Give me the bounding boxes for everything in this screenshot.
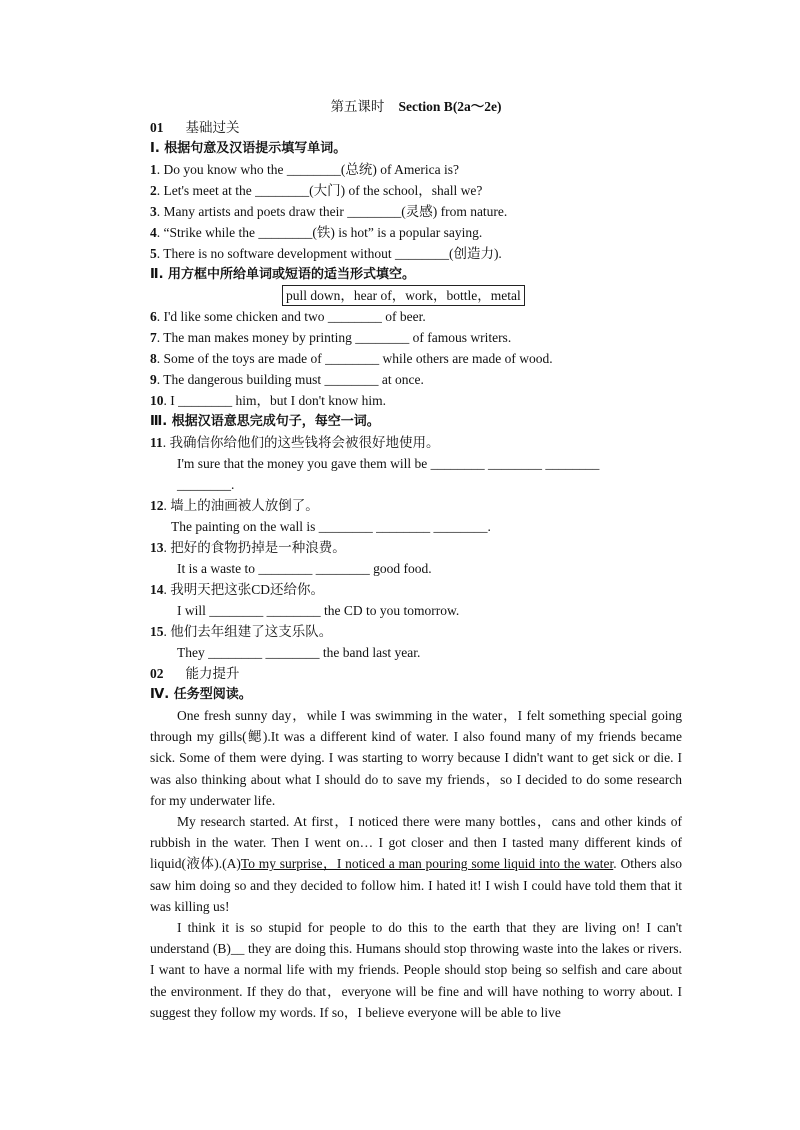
paragraph-2-end: . Others also saw him doing so and they decided to follow him. I hated it! I wish I could have told them that it was killing us! [150, 856, 682, 914]
question-13-english: It is a waste to ________ ________ good food. [177, 561, 432, 576]
question-9 [150, 369, 682, 390]
question-15-english: They ________ ________ the band last year. [177, 645, 421, 660]
question-text: . The man makes money by printing ________ of famous writers. [156, 330, 512, 345]
question-text: . Do you know who the ________(总统) of America is? [156, 162, 459, 177]
question-text: . Let's meet at the ________(大门) of the school，shall we? [156, 183, 483, 198]
question-14-english: I will ________ ________ the CD to you tomorrow. [177, 603, 460, 618]
question-14-chinese [150, 579, 682, 600]
part1-heading: Ⅰ. 根据句意及汉语提示填写单词。 [150, 141, 347, 156]
question-number: 14 [150, 582, 164, 597]
question-text: . “Strike while the ________(铁) is hot” is a popular saying. [156, 225, 483, 240]
section-advanced-label: 能力提升 [185, 666, 240, 681]
question-5 [150, 243, 682, 264]
question-8 [150, 348, 682, 369]
question-text: . I ________ him，but I don't know him. [163, 393, 387, 408]
section-basic-label: 基础过关 [185, 120, 240, 135]
worksheet [150, 96, 682, 1023]
question-chinese: . 我明天把这张CD还给你。 [163, 582, 325, 597]
question-text: . Many artists and poets draw their ________(灵感) from nature. [156, 204, 508, 219]
question-number: 12 [150, 498, 164, 513]
question-text: . I'd like some chicken and two ________ of beer. [156, 309, 426, 324]
question-number: 5 [150, 246, 157, 261]
reading-paragraph-3: I think it is so stupid for people to do this to the earth that they are living on! I can't understand (B)__ they are doing this. Humans should stop throwing waste into the lakes or rivers. I want to have a normal life with my friends. People should stop being so selfish and care about the environment. If they do that，everyone will be fine and will have nothing to worry about. I suggest they follow my words. If so，I believe everyone will be able to live [150, 920, 682, 1020]
question-4 [150, 222, 682, 243]
question-text: . The dangerous building must ________ at once. [156, 372, 424, 387]
section-advanced-num: 02 [150, 666, 164, 681]
question-3 [150, 201, 682, 222]
question-12-english: The painting on the wall is ________ ________ ________. [171, 519, 491, 534]
question-number: 7 [150, 330, 157, 345]
question-12-chinese [150, 495, 682, 516]
question-number: 3 [150, 204, 157, 219]
question-7 [150, 327, 682, 348]
question-15-chinese [150, 621, 682, 642]
question-number: 9 [150, 372, 157, 387]
part2-heading: Ⅱ. 用方框中所给单词或短语的适当形式填空。 [150, 267, 416, 282]
section-basic [150, 117, 682, 138]
question-13-chinese [150, 537, 682, 558]
question-11-chinese [150, 432, 682, 453]
question-number: 4 [150, 225, 157, 240]
question-1 [150, 159, 682, 180]
question-2 [150, 180, 682, 201]
reading-paragraph-1: One fresh sunny day，while I was swimming in the water，I felt something special going through my gills(鳃).It was a different kind of water. I also found many of my friends became sick. Some of them were dying. I was starting to worry because I didn't want to get sick or die. I was also thinking about what I should do to save my friends，so I decided to do some research for my underwater life. [150, 708, 682, 808]
title-section: Section B(2a～2e) [398, 99, 502, 114]
question-text: . There is no software development without ________(创造力). [156, 246, 502, 261]
reading-paragraph-2 [150, 811, 682, 917]
question-chinese: . 把好的食物扔掉是一种浪费。 [163, 540, 346, 555]
question-text: . Some of the toys are made of ________ while others are made of wood. [156, 351, 553, 366]
question-number: 1 [150, 162, 157, 177]
question-11-english-cont: ________. [177, 477, 235, 492]
word-box: pull down，hear of，work，bottle，metal [282, 285, 525, 306]
word-box-row [150, 285, 682, 306]
question-10 [150, 390, 682, 411]
underlined-sentence-a: To my surprise，I noticed a man pouring some liquid into the water [240, 856, 614, 872]
section-advanced [150, 663, 682, 684]
question-number: 15 [150, 624, 164, 639]
question-chinese: . 他们去年组建了这支乐队。 [163, 624, 333, 639]
title-chinese: 第五课时 [330, 99, 385, 114]
question-6 [150, 306, 682, 327]
question-number: 6 [150, 309, 157, 324]
question-number: 13 [150, 540, 164, 555]
question-11-english: I'm sure that the money you gave them will be ________ ________ ________ [177, 456, 600, 471]
section-basic-num: 01 [150, 120, 164, 135]
question-chinese: . 我确信你给他们的这些钱将会被很好地使用。 [162, 435, 440, 450]
question-number: 2 [150, 183, 157, 198]
part3-heading: Ⅲ. 根据汉语意思完成句子，每空一词。 [150, 414, 380, 429]
question-number: 11 [150, 435, 163, 450]
part4-heading: Ⅳ. 任务型阅读。 [150, 687, 252, 702]
paragraph-2-start: My research started. At first，I noticed there were many bottles，cans and other kinds of rubbish in the water. Then I went on… I got closer and then I tasted many different kinds of liquid(液体).(A) [150, 814, 682, 872]
page-title [150, 96, 682, 117]
question-number: 8 [150, 351, 157, 366]
question-number: 10 [150, 393, 164, 408]
question-chinese: . 墙上的油画被人放倒了。 [163, 498, 319, 513]
